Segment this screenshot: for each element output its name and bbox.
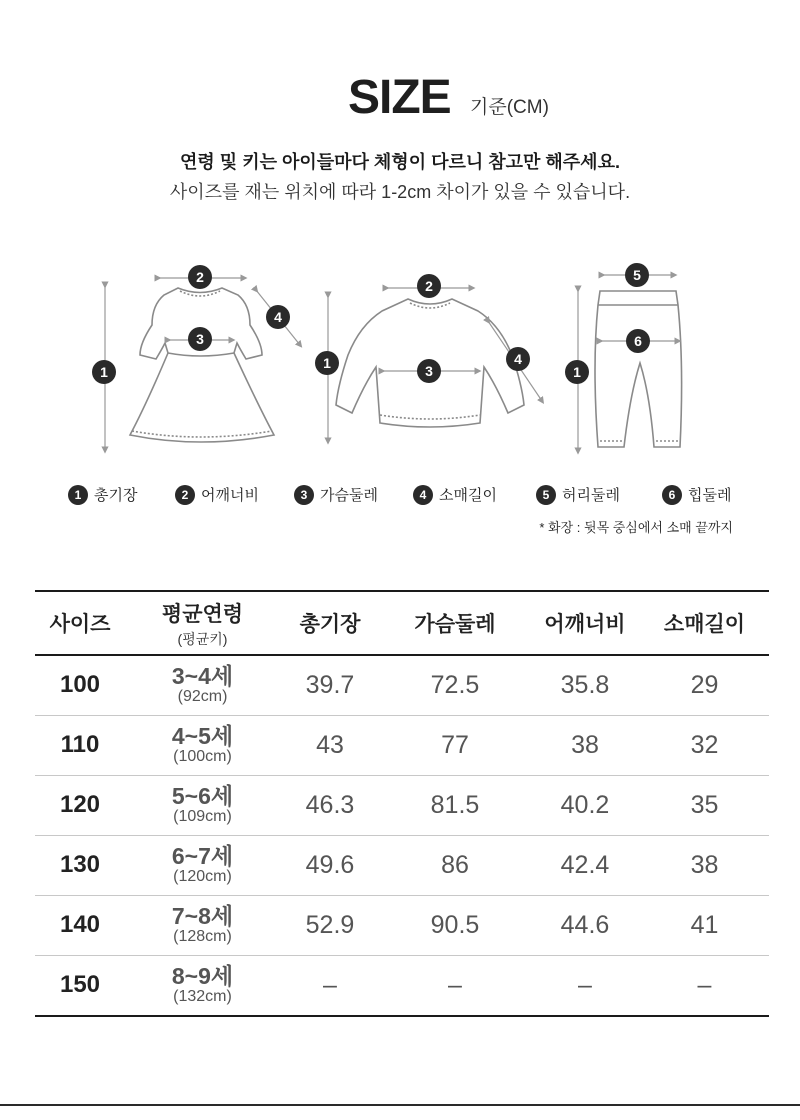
cell-size: 120 xyxy=(59,791,101,818)
table-row xyxy=(35,895,769,955)
cell-size: 110 xyxy=(60,731,100,758)
legend-item-sleeve xyxy=(413,484,497,505)
table-row xyxy=(35,655,769,715)
header-age-label: 평균연령 xyxy=(161,602,244,626)
dress-badge-2: 2 xyxy=(196,269,204,285)
header-length: 총기장 xyxy=(299,613,361,636)
table-row xyxy=(35,715,769,775)
measurement-diagram xyxy=(0,255,800,465)
measurement-notice: 사이즈를 재는 위치에 따라 1-2cm 차이가 있을 수 있습니다. xyxy=(169,182,631,202)
age-range: 7~8세 xyxy=(171,903,234,929)
avg-height: (128cm) xyxy=(173,928,232,945)
dress-badge-1: 1 xyxy=(100,364,108,380)
sweat-badge-4: 4 xyxy=(514,351,522,367)
header-age xyxy=(125,591,280,655)
table-row xyxy=(35,835,769,895)
header-age-sub: (평균키) xyxy=(177,630,228,647)
dress-badge-3: 3 xyxy=(196,331,204,347)
legend-label: 어깨너비 xyxy=(201,487,259,504)
sleeve-definition-note: * 화장 : 뒷목 중심에서 소매 끝까지 xyxy=(539,520,733,535)
cell-sleeve: 32 xyxy=(690,730,719,759)
cell-shoulder: 42.4 xyxy=(560,850,610,879)
legend-label: 소매길이 xyxy=(439,487,497,504)
avg-height: (120cm) xyxy=(173,868,232,885)
cell-size: 100 xyxy=(59,671,101,699)
header-chest: 가슴둘레 xyxy=(414,613,496,636)
table-header-row xyxy=(35,591,769,655)
legend-label: 허리둘레 xyxy=(562,487,620,504)
avg-height: (109cm) xyxy=(173,808,232,825)
pants-badge-5: 5 xyxy=(633,267,641,283)
cell-age xyxy=(125,655,280,715)
legend-item-waist xyxy=(536,484,620,505)
cell-chest: 72.5 xyxy=(430,670,480,699)
legend-num: 4 xyxy=(413,485,433,505)
size-title-row xyxy=(0,70,800,130)
cell-sleeve: 41 xyxy=(690,910,719,939)
sweat-badge-1: 1 xyxy=(323,355,331,371)
cell-sleeve: 29 xyxy=(690,670,719,699)
legend-item-chest xyxy=(294,484,378,505)
age-range: 8~9세 xyxy=(171,963,234,990)
cell-chest: 86 xyxy=(441,850,469,879)
cell-sleeve: 38 xyxy=(690,850,719,879)
age-range: 5~6세 xyxy=(171,783,234,809)
unit-label: 기준(CM) xyxy=(470,97,549,118)
cell-chest: 81.5 xyxy=(430,790,480,819)
header-sleeve: 소매길이 xyxy=(663,613,746,636)
legend-item-hip xyxy=(662,484,731,505)
cell-sleeve: – xyxy=(697,970,712,999)
bottom-divider xyxy=(0,1104,800,1106)
dress-badges xyxy=(92,265,290,384)
cell-age xyxy=(125,715,280,775)
pants-badge-6: 6 xyxy=(634,333,642,349)
header-shoulder: 어깨너비 xyxy=(544,613,626,636)
cell-age xyxy=(125,955,280,1016)
cell-size: 150 xyxy=(59,971,101,999)
cell-length: 39.7 xyxy=(305,670,355,699)
cell-size: 140 xyxy=(59,911,101,938)
sweat-badge-3: 3 xyxy=(425,363,433,379)
dress-measure-lines xyxy=(105,278,300,450)
cell-chest: 90.5 xyxy=(430,910,480,939)
cell-shoulder: 35.8 xyxy=(560,670,610,699)
avg-height: (132cm) xyxy=(173,988,232,1006)
cell-sleeve: 35 xyxy=(690,790,719,819)
cell-shoulder: 44.6 xyxy=(560,910,610,939)
size-table xyxy=(35,590,769,1017)
cell-shoulder: 40.2 xyxy=(560,790,610,819)
cell-length: – xyxy=(323,970,337,999)
legend-item-total-length xyxy=(68,484,137,505)
legend-label: 힙둘레 xyxy=(688,487,732,504)
cell-length: 43 xyxy=(316,730,344,759)
cell-size: 130 xyxy=(59,851,101,878)
cell-age xyxy=(125,895,280,955)
page-title: SIZE xyxy=(348,71,451,124)
cell-age xyxy=(125,775,280,835)
sweat-badge-2: 2 xyxy=(425,278,433,294)
legend-num: 3 xyxy=(294,485,314,505)
pants-badge-1: 1 xyxy=(573,364,581,380)
measurement-legend xyxy=(0,484,800,508)
pants-measure-lines xyxy=(578,275,678,451)
legend-item-shoulder xyxy=(175,484,259,505)
cell-chest: – xyxy=(448,970,462,999)
age-range: 6~7세 xyxy=(171,843,234,869)
pants-illustration xyxy=(595,291,682,447)
age-range: 4~5세 xyxy=(171,723,234,749)
dress-badge-4: 4 xyxy=(274,309,282,325)
cell-age xyxy=(125,835,280,895)
dress-illustration xyxy=(130,288,274,442)
legend-num: 2 xyxy=(175,485,195,505)
cell-length: 49.6 xyxy=(305,850,355,879)
legend-num: 1 xyxy=(68,485,88,505)
table-row xyxy=(35,955,769,1016)
legend-num: 6 xyxy=(662,485,682,505)
avg-height: (100cm) xyxy=(173,748,232,765)
cell-shoulder: – xyxy=(578,970,592,999)
age-height-notice: 연령 및 키는 아이들마다 체형이 다르니 참고만 해주세요. xyxy=(180,152,620,172)
legend-num: 5 xyxy=(536,485,556,505)
avg-height: (92cm) xyxy=(177,688,228,706)
cell-length: 46.3 xyxy=(305,790,355,819)
legend-label: 총기장 xyxy=(94,487,138,504)
age-range: 3~4세 xyxy=(171,663,234,690)
cell-length: 52.9 xyxy=(305,910,355,939)
cell-chest: 77 xyxy=(441,730,469,759)
legend-label: 가슴둘레 xyxy=(320,487,378,504)
table-row xyxy=(35,775,769,835)
cell-shoulder: 38 xyxy=(571,730,599,759)
header-size: 사이즈 xyxy=(49,613,111,636)
